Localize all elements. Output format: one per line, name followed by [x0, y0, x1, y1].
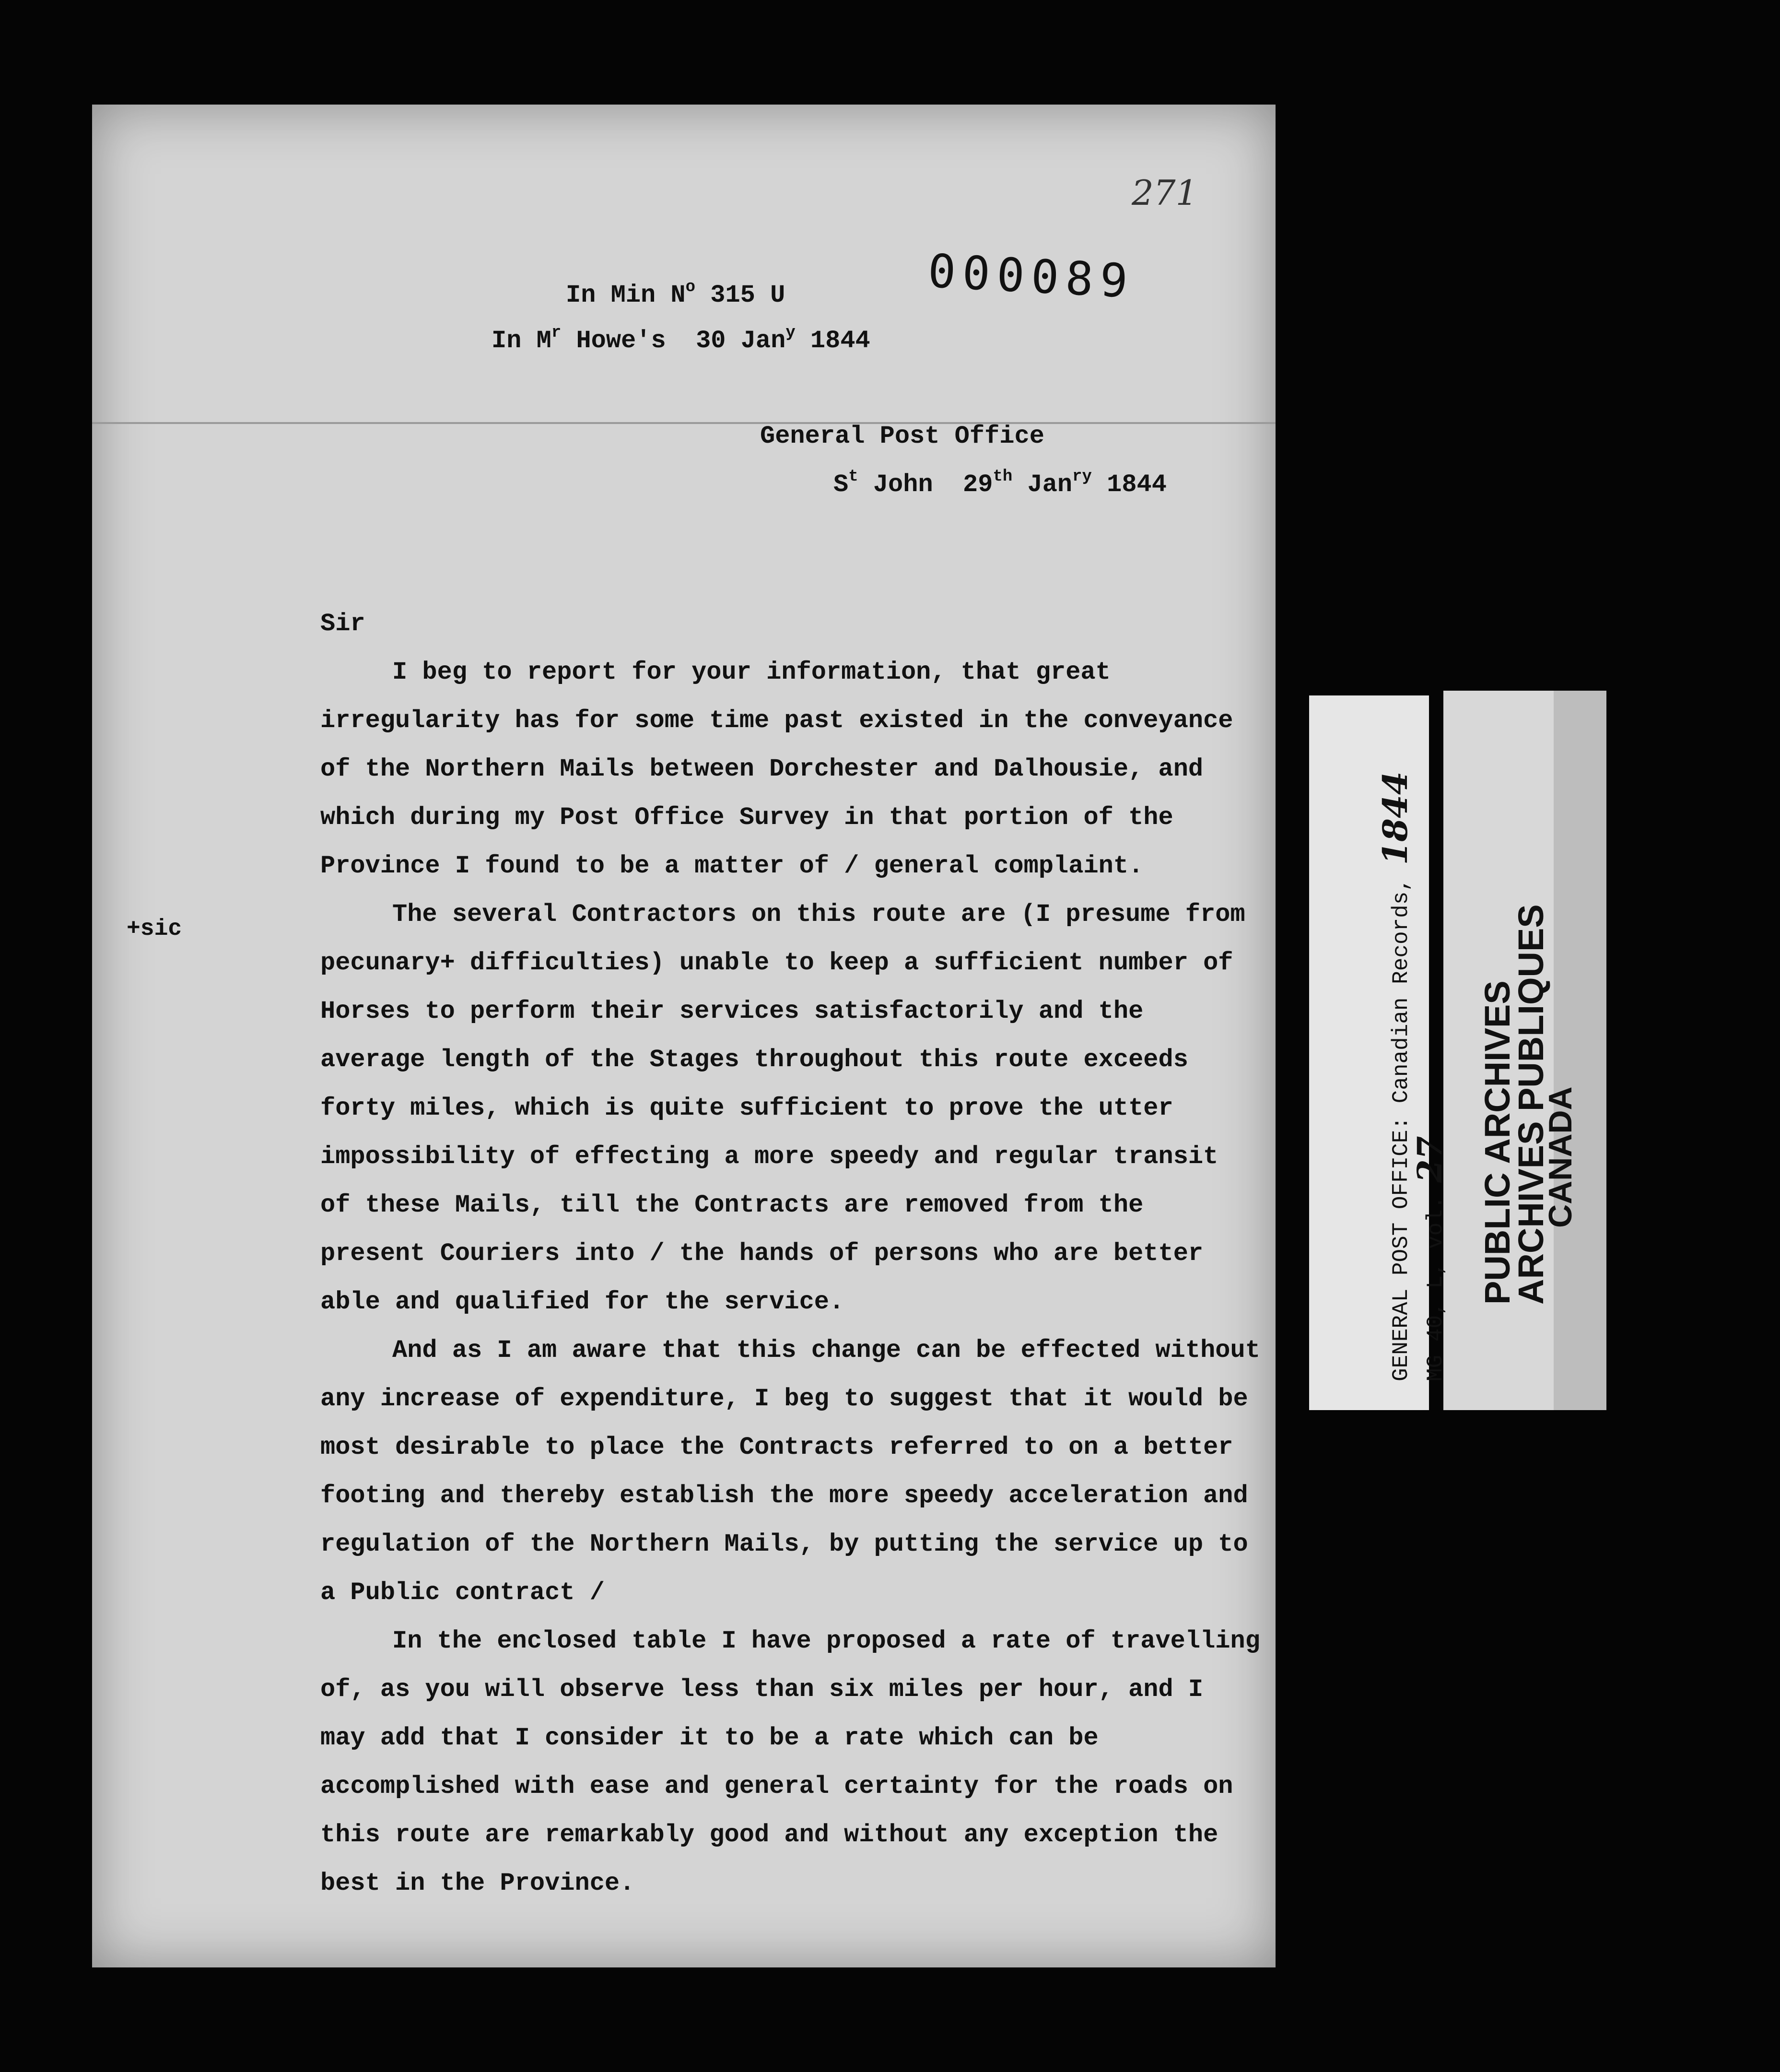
address-date-line: $S^t$ John 29th Jan$^{ry}$ 1844 — [833, 468, 1167, 499]
pencil-page-number: 271 — [1132, 173, 1198, 213]
paragraph-4: In the enclosed table I have proposed a rate of travelling of, as you will observe less than six miles per hour, and I may add that I consider it to be a rate which can be accomplished with ease and general certainty for the roads on this route are remarkably good and without any exception the best in the Province. — [320, 1627, 1260, 1897]
archive-collection-line: GENERAL POST OFFICE: Canadian Records, 1844 — [1375, 771, 1415, 1381]
margin-sic-note: +sic — [127, 916, 182, 942]
minute-reference: In Min $N^o$ 315 U — [566, 278, 785, 309]
archive-stamp-line-1: PUBLIC ARCHIVES — [1477, 980, 1517, 1305]
fold-line — [92, 422, 1276, 424]
stamped-document-number: 000089 — [926, 244, 1136, 309]
paragraph-3: And as I am aware that this change can be effected without any increase of expenditure, I beg to suggest that it would be most desirable to place the Contracts referred to on a better footing and thereby establish the more speedy acceleration and regulation of the Northern Mails, by putting the service up to a Public contract / — [320, 1336, 1260, 1607]
salutation: Sir — [320, 610, 365, 638]
paragraph-2: The several Contractors on this route are (I presume from pecunary+ difficulties) unable to keep a sufficient number of Horses to perform their services satisfactorily and the average length of the Stages throughout this route exceeds forty miles, which is quite sufficient to prove the utter impossibility of effecting a more speedy and regular transit of these Mails, till the Contracts are removed from the present Couriers into / the hands of persons who are better able and qualified for the service. — [320, 900, 1245, 1316]
letter-body — [320, 600, 1260, 1907]
archive-label-edge — [1554, 691, 1606, 1410]
paragraph-1: I beg to report for your information, that great irregularity has for some time past existed in the conveyance of the Northern Mails between Dorchester and Dalhousie, and which during my Post Office Survey in that portion of the Province I found to be a matter of / general complaint. — [320, 658, 1233, 880]
archive-stamp-line-3: CANADA — [1542, 1086, 1579, 1228]
archive-stamp-line-2: ARCHIVES PUBLIQUES — [1511, 904, 1551, 1305]
howe-reference: In $M^r$ Howe's 30 Jan$^y$ 1844 — [492, 324, 870, 355]
archive-volume-line: MG 40, L, vol. 27 — [1410, 1136, 1450, 1381]
address-line-1: General Post Office — [760, 422, 1044, 450]
